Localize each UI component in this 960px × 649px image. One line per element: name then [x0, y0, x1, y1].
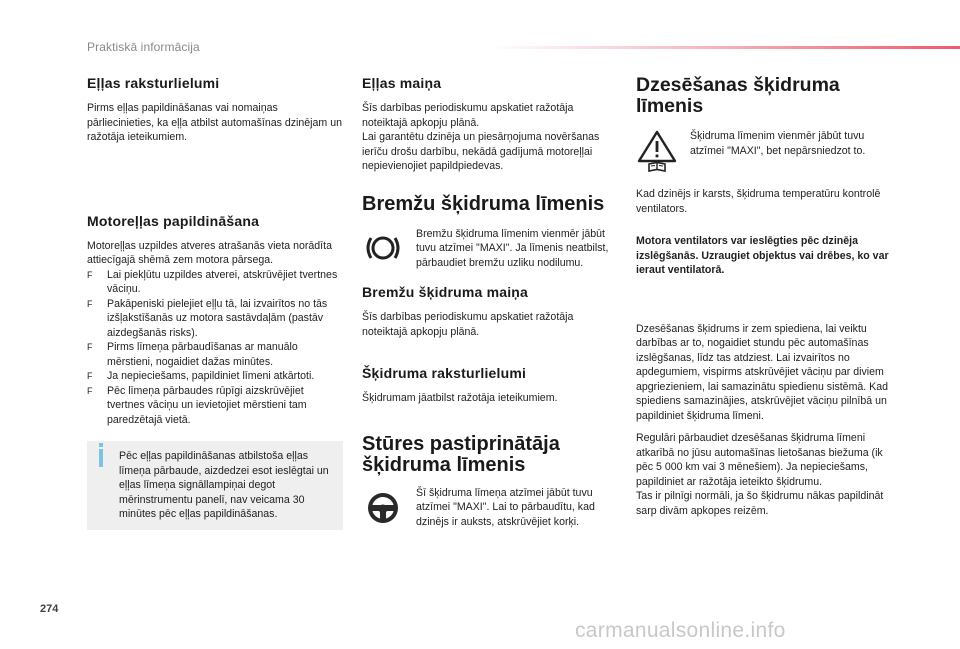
steering-wheel-icon [365, 490, 401, 526]
steering-row [362, 486, 618, 530]
bullet-mark: F [87, 371, 93, 381]
brake-change-heading: Bremžu šķidruma maiņa [362, 284, 529, 300]
list-item: F Pirms līmeņa pārbaudīšanas ar manuālo mērstieni, nogaidiet dažas minūtes. [87, 341, 298, 368]
header-title: Praktiskā informācija [87, 40, 200, 54]
info-text: Pēc eļļas papildināšanas atbilstoša eļļas līmeņa pārbaude, aizdedzei esot ieslēgtai un eļļas līmeņa signāllampiņai degot mērinstrumentu panelī, nav veicama 30 minūtes pēc eļļas papildināšanas. [119, 450, 329, 520]
oil-change-text-1: Šīs darbības periodiskumu apskatiet ražotāja noteiktajā apkopju plānā. [362, 102, 574, 129]
oil-topup-steps [87, 268, 343, 428]
info-box [87, 441, 343, 530]
brake-change-text: Šīs darbības periodiskumu apskatiet ražotāja noteiktajā apkopju plānā. [362, 311, 574, 338]
page-number: 274 [40, 603, 59, 615]
bullet-mark: F [87, 269, 93, 280]
steering-text: Šī šķidruma līmeņa atzīmei jābūt tuvu atzīmei "MAXI". Lai to pārbaudītu, kad dzinējs ir auksts, atskrūvējiet korķi. [416, 486, 595, 528]
column-middle [362, 75, 618, 529]
fluid-spec-heading: Šķidruma raksturlielumi [362, 365, 527, 381]
info-icon [99, 449, 103, 467]
oil-spec-heading: Eļļas raksturlielumi [87, 75, 220, 91]
column-right [636, 75, 900, 518]
brake-level-text: Bremžu šķidruma līmenim vienmēr jābūt tuvu atzīmei "MAXI". Ja līmenis neatbilst, pārbaudiet bremžu uzliku nodilumu. [416, 227, 609, 269]
list-item: F Ja nepieciešams, papildiniet līmeni atkārtoti. [87, 370, 315, 382]
oil-topup-heading: Motoreļļas papildināšana [87, 212, 260, 229]
bullet-mark: F [87, 298, 93, 309]
oil-change-heading: Eļļas maiņa [362, 75, 442, 91]
list-item: F Lai piekļūtu uzpildes atverei, atskrūvējiet tvertnes vāciņu. [87, 268, 338, 295]
coolant-heading: Dzesēšanas šķidruma līmenis [636, 74, 840, 117]
coolant-pressure-text: Dzesēšanas šķidrums ir zem spiediena, lai veiktu darbības ar to, nogaidiet stundu pēc automašīnas izslēgšanas, līdz tas atdziest. Lai izvairītos no apdegumiem, vispirms atskrūvējiet vāciņu par diviem apgriezieniem, lai samazinātu spiedienu sistēmā. Kad spiediens samazinājies, atskrūvējiet vāciņu pilnībā un papildiniet šķidruma līmeni. [636, 322, 889, 422]
oil-topup-intro: Motoreļļas uzpildes atveres atrašanās vieta norādīta attiecīgajā shēmā zem motora pārsega. [87, 239, 332, 266]
coolant-icon-text: Šķidruma līmenim vienmēr jābūt tuvu atzīmei "MAXI", bet nepārsniedzot to. [690, 130, 866, 157]
fluid-spec-text: Šķidrumam jāatbilst ražotāja ieteikumiem. [362, 392, 558, 404]
watermark: carmanualsonline.info [575, 619, 786, 642]
oil-change-text-2: Lai garantētu dzinēja un piesārņojuma novēršanas ierīču drošu darbību, nekādā gadījumā motoreļļai nepievienojiet papildpiedevas. [362, 131, 600, 172]
list-item: F Pēc līmeņa pārbaudes rūpīgi aizskrūvējiet tvertnes vāciņu un ievietojiet mērstieni tam paredzētajā vietā. [87, 384, 307, 426]
coolant-fan-text: Kad dzinējs ir karsts, šķidruma temperatūru kontrolē ventilators. [636, 188, 881, 215]
coolant-warning-icon [637, 129, 677, 173]
coolant-fan-warning: Motora ventilators var ieslēgties pēc dzinēja izslēgšanās. Uzraugiet objektus vai drēbes, ko var ieraut ventilatorā. [636, 235, 889, 276]
header-accent-bar [490, 46, 960, 49]
bullet-mark: F [87, 385, 93, 396]
coolant-level-row [636, 129, 900, 173]
coolant-check-text: Regulāri pārbaudiet dzesēšanas šķidruma līmeni atkarībā no jūsu automašīnas lietošanas biežuma (ik pēc 5 000 km vai 3 mēnešiem). Ja nepieciešams, papildiniet ar ražotāja ieteikto šķidrumu. [636, 432, 883, 488]
column-left [87, 75, 343, 530]
list-item: F Pakāpeniski pielejiet eļļu tā, lai izvairītos no tās izšļakstīšanās uz motora sastāvdaļām (pastāv aizdegšanās risks). [87, 297, 328, 339]
brake-level-heading: Bremžu šķidruma līmenis [362, 192, 605, 215]
oil-spec-text: Pirms eļļas papildināšanas vai nomaiņas pārliecinieties, ka eļļa atbilst automašīnas dzinējam un ražotāja ieteikumiem. [87, 102, 342, 143]
bullet-mark: F [87, 342, 93, 352]
steering-heading: Stūres pastiprinātāja šķidruma līmenis [362, 432, 560, 476]
coolant-normal-text: Tas ir pilnīgi normāli, ja šo šķidrumu nākas papildināt sarp divām apkopes reizēm. [636, 490, 884, 517]
brake-warning-icon [364, 231, 402, 265]
brake-level-row [362, 227, 618, 271]
